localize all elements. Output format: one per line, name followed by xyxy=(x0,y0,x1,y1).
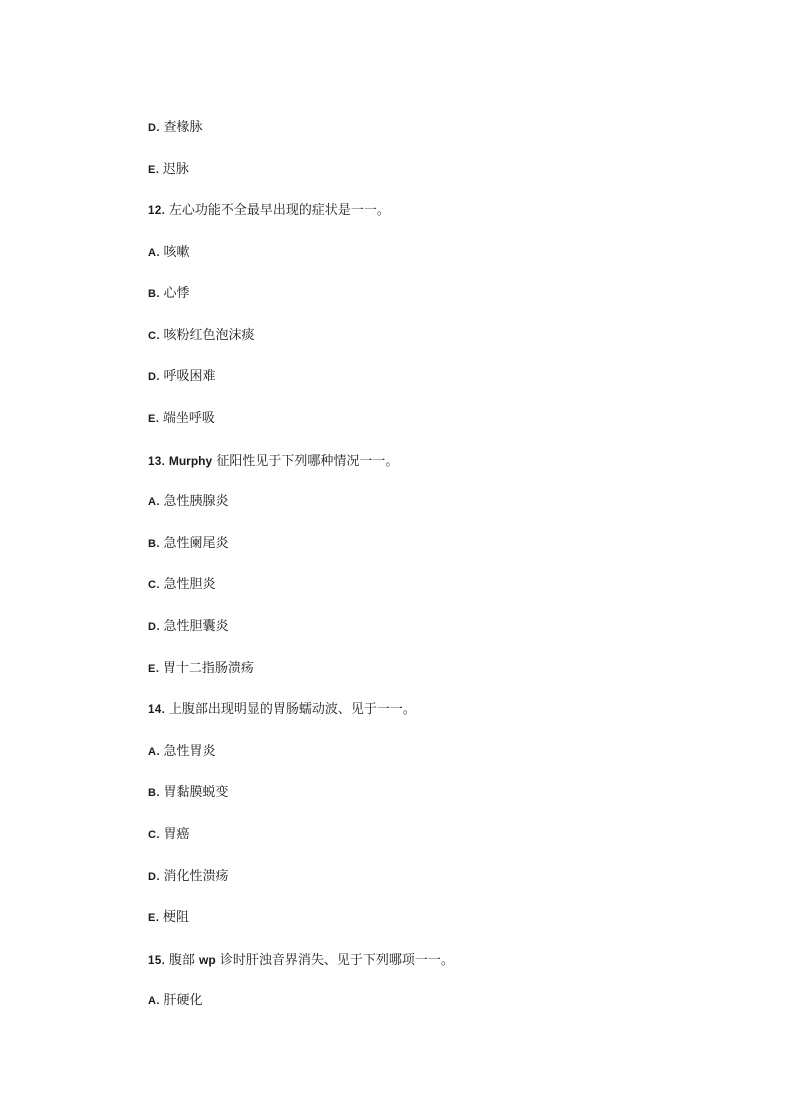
option-letter: E xyxy=(148,663,156,675)
option-text: 胃黏膜蜕变 xyxy=(163,785,229,800)
option-text: 梗阻 xyxy=(162,910,189,925)
option-letter: C xyxy=(148,579,157,591)
option-line: A. 急性胃炎 xyxy=(148,744,216,759)
option-letter: E xyxy=(148,912,156,924)
question-text: 腹部 xyxy=(168,953,195,968)
option-letter: B xyxy=(148,787,157,799)
option-line: E. 胃十二指肠溃疡 xyxy=(148,661,254,676)
option-text: 急性胆炎 xyxy=(163,577,216,592)
question-text-continued: 诊时肝浊音界消失、见于下列哪项一一。 xyxy=(219,953,454,968)
option-text: 急性胆囊炎 xyxy=(163,619,229,634)
option-text: 急性阑尾炎 xyxy=(163,536,229,551)
option-letter: D xyxy=(148,122,157,134)
option-text: 咳粉红色泡沫痰 xyxy=(163,328,255,343)
question-number: 15 xyxy=(148,955,162,967)
question-latin-term: Murphy xyxy=(168,454,213,468)
option-text: 急性胃炎 xyxy=(163,744,216,759)
option-text: 迟脉 xyxy=(162,162,189,177)
option-text: 急性胰腺炎 xyxy=(163,494,229,509)
option-line: C. 咳粉红色泡沫痰 xyxy=(148,328,255,343)
question-number: 13 xyxy=(148,456,162,468)
question-line: 12. 左心功能不全最早出现的症状是一一。 xyxy=(148,203,390,218)
option-text: 呼吸困难 xyxy=(163,369,216,384)
option-letter: A xyxy=(148,496,157,508)
option-letter: B xyxy=(148,538,157,550)
option-letter: E xyxy=(148,164,156,176)
option-text: 胃癌 xyxy=(163,827,190,842)
option-line: D. 急性胆囊炎 xyxy=(148,619,229,634)
option-line: B. 心悸 xyxy=(148,286,190,301)
option-line: D. 消化性溃疡 xyxy=(148,869,229,884)
option-letter: D xyxy=(148,871,157,883)
option-line: C. 急性胆炎 xyxy=(148,577,216,592)
option-text: 查椽脉 xyxy=(163,120,203,135)
option-line: E. 迟脉 xyxy=(148,162,189,177)
option-text: 肝硬化 xyxy=(163,993,203,1008)
option-letter: E xyxy=(148,413,156,425)
question-number: 12 xyxy=(148,205,162,217)
question-text: 左心功能不全最早出现的症状是一一。 xyxy=(168,203,390,218)
option-line: A. 急性胰腺炎 xyxy=(148,494,229,509)
option-line: B. 胃黏膜蜕变 xyxy=(148,785,229,800)
option-letter: D xyxy=(148,621,157,633)
option-line: A. 咳嗽 xyxy=(148,245,190,260)
option-line: B. 急性阑尾炎 xyxy=(148,536,229,551)
option-letter: C xyxy=(148,829,157,841)
question-text: 上腹部出现明显的胃肠蠕动波、见于一一。 xyxy=(168,702,416,717)
question-number: 14 xyxy=(148,704,162,716)
option-text: 胃十二指肠溃疡 xyxy=(162,661,254,676)
option-line: C. 胃癌 xyxy=(148,827,190,842)
question-line: 15. 腹部 wp 诊时肝浊音界消失、见于下列哪项一一。 xyxy=(148,953,454,968)
option-letter: D xyxy=(148,371,157,383)
option-line: D. 查椽脉 xyxy=(148,120,203,135)
option-text: 心悸 xyxy=(163,286,190,301)
question-line: 14. 上腹部出现明显的胃肠蠕动波、见于一一。 xyxy=(148,702,416,717)
option-text: 咳嗽 xyxy=(163,245,190,260)
option-letter: C xyxy=(148,330,157,342)
option-line: E. 端坐呼吸 xyxy=(148,411,215,426)
option-line: E. 梗阻 xyxy=(148,910,189,925)
option-line: A. 肝硬化 xyxy=(148,993,203,1008)
option-letter: A xyxy=(148,995,157,1007)
option-text: 消化性溃疡 xyxy=(163,869,229,884)
question-text: 征阳性见于下列哪种情况一一。 xyxy=(216,454,399,469)
question-latin-term: wp xyxy=(199,953,216,967)
option-letter: A xyxy=(148,247,157,259)
option-line: D. 呼吸困难 xyxy=(148,369,216,384)
question-line: 13. Murphy 征阳性见于下列哪种情况一一。 xyxy=(148,454,399,469)
option-letter: B xyxy=(148,288,157,300)
option-letter: A xyxy=(148,746,157,758)
option-text: 端坐呼吸 xyxy=(162,411,215,426)
